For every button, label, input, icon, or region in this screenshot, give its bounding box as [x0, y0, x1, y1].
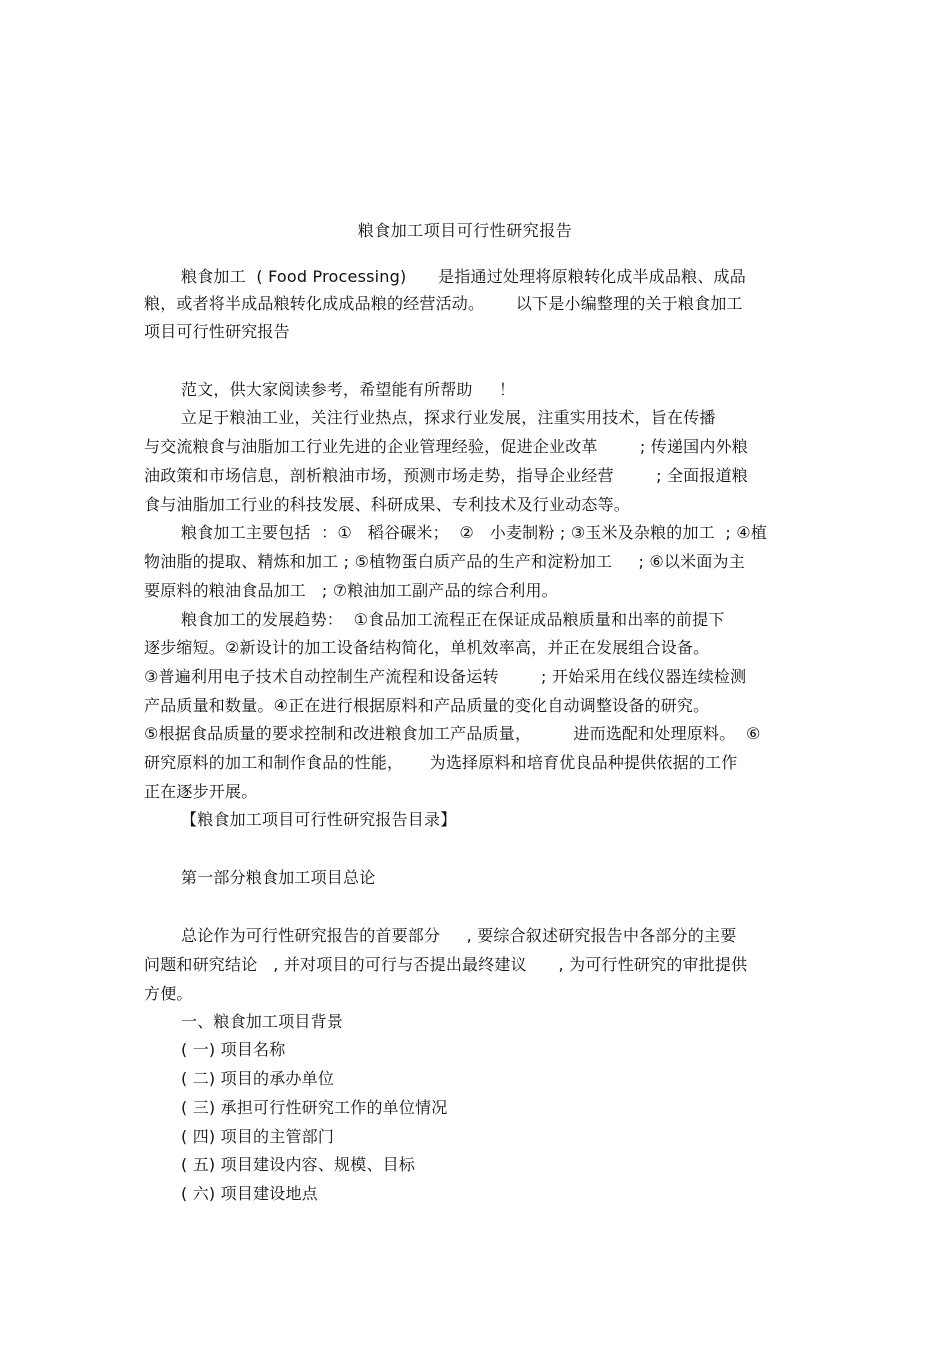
paragraph-line: ⑤根据食品质量的要求控制和改进粮食加工产品质量， 进而选配和处理原料。 ⑥	[144, 724, 761, 743]
list-item: ( 五) 项目建设内容、规模、目标	[181, 1155, 416, 1174]
paragraph-line: 立足于粮油工业，关注行业热点，探求行业发展，注重实用技术，旨在传播	[181, 408, 716, 427]
section-heading: 第一部分粮食加工项目总论	[181, 868, 376, 887]
paragraph-line: 范文，供大家阅读参考，希望能有所帮助 ！	[181, 380, 516, 399]
paragraph-line: 油政策和市场信息，剖析粮油市场，预测市场走势，指导企业经营 ; 全面报道粮	[144, 466, 748, 485]
paragraph-line: 物油脂的提取、精炼和加工 ; ⑤植物蛋白质产品的生产和淀粉加工 ; ⑥以米面为主	[144, 552, 745, 571]
paragraph-line: 粮食加工主要包括 ：① 稻谷碾米； ② 小麦制粉 ; ③玉米及杂粮的加工 ; ④植	[181, 523, 768, 542]
list-item: ( 一) 项目名称	[181, 1040, 286, 1059]
paragraph-line: 粮，或者将半成品粮转化成成品粮的经营活动。 以下是小编整理的关于粮食加工	[144, 294, 743, 313]
paragraph-line: ③普遍利用电子技术自动控制生产流程和设备运转 ; 开始采用在线仪器连续检测	[144, 667, 747, 686]
document-title: 粮食加工项目可行性研究报告	[357, 221, 573, 240]
paragraph-line: 研究原料的加工和制作食品的性能， 为选择原料和培育优良品种提供依据的工作	[144, 753, 738, 772]
paragraph-line: 项目可行性研究报告	[144, 322, 290, 341]
list-item: ( 二) 项目的承办单位	[181, 1069, 335, 1088]
paragraph-line: 逐步缩短。②新设计的加工设备结构简化，单机效率高，并正在发展组合设备。	[144, 638, 710, 657]
paragraph-line: 与交流粮食与油脂加工行业先进的企业管理经验，促进企业改革 ; 传递国内外粮	[144, 437, 748, 456]
subsection-heading: 一、粮食加工项目背景	[181, 1012, 344, 1031]
toc-heading: 【粮食加工项目可行性研究报告目录】	[181, 810, 457, 829]
paragraph-line: 粮食加工 ( Food Processing) 是指通过处理将原粮转化成半成品粮、成品	[181, 267, 746, 286]
paragraph-line: 产品质量和数量。④正在进行根据原料和产品质量的变化自动调整设备的研究。	[144, 696, 710, 715]
list-item: ( 六) 项目建设地点	[181, 1184, 318, 1203]
paragraph-line: 食与油脂加工行业的科技发展、科研成果、专利技术及行业动态等。	[144, 495, 631, 514]
paragraph-line: 正在逐步开展。	[144, 782, 258, 801]
list-item: ( 四) 项目的主管部门	[181, 1127, 335, 1146]
list-item: ( 三) 承担可行性研究工作的单位情况	[181, 1098, 448, 1117]
paragraph-line: 粮食加工的发展趋势： ①食品加工流程正在保证成品粮质量和出率的前提下	[181, 610, 725, 629]
paragraph-line: 方便。	[144, 984, 193, 1003]
paragraph-line: 问题和研究结论 , 并对项目的可行与否提出最终建议 , 为可行性研究的审批提供	[144, 955, 748, 974]
paragraph-line: 要原料的粮油食品加工 ; ⑦粮油加工副产品的综合利用。	[144, 581, 558, 600]
paragraph-line: 总论作为可行性研究报告的首要部分 , 要综合叙述研究报告中各部分的主要	[181, 926, 737, 945]
